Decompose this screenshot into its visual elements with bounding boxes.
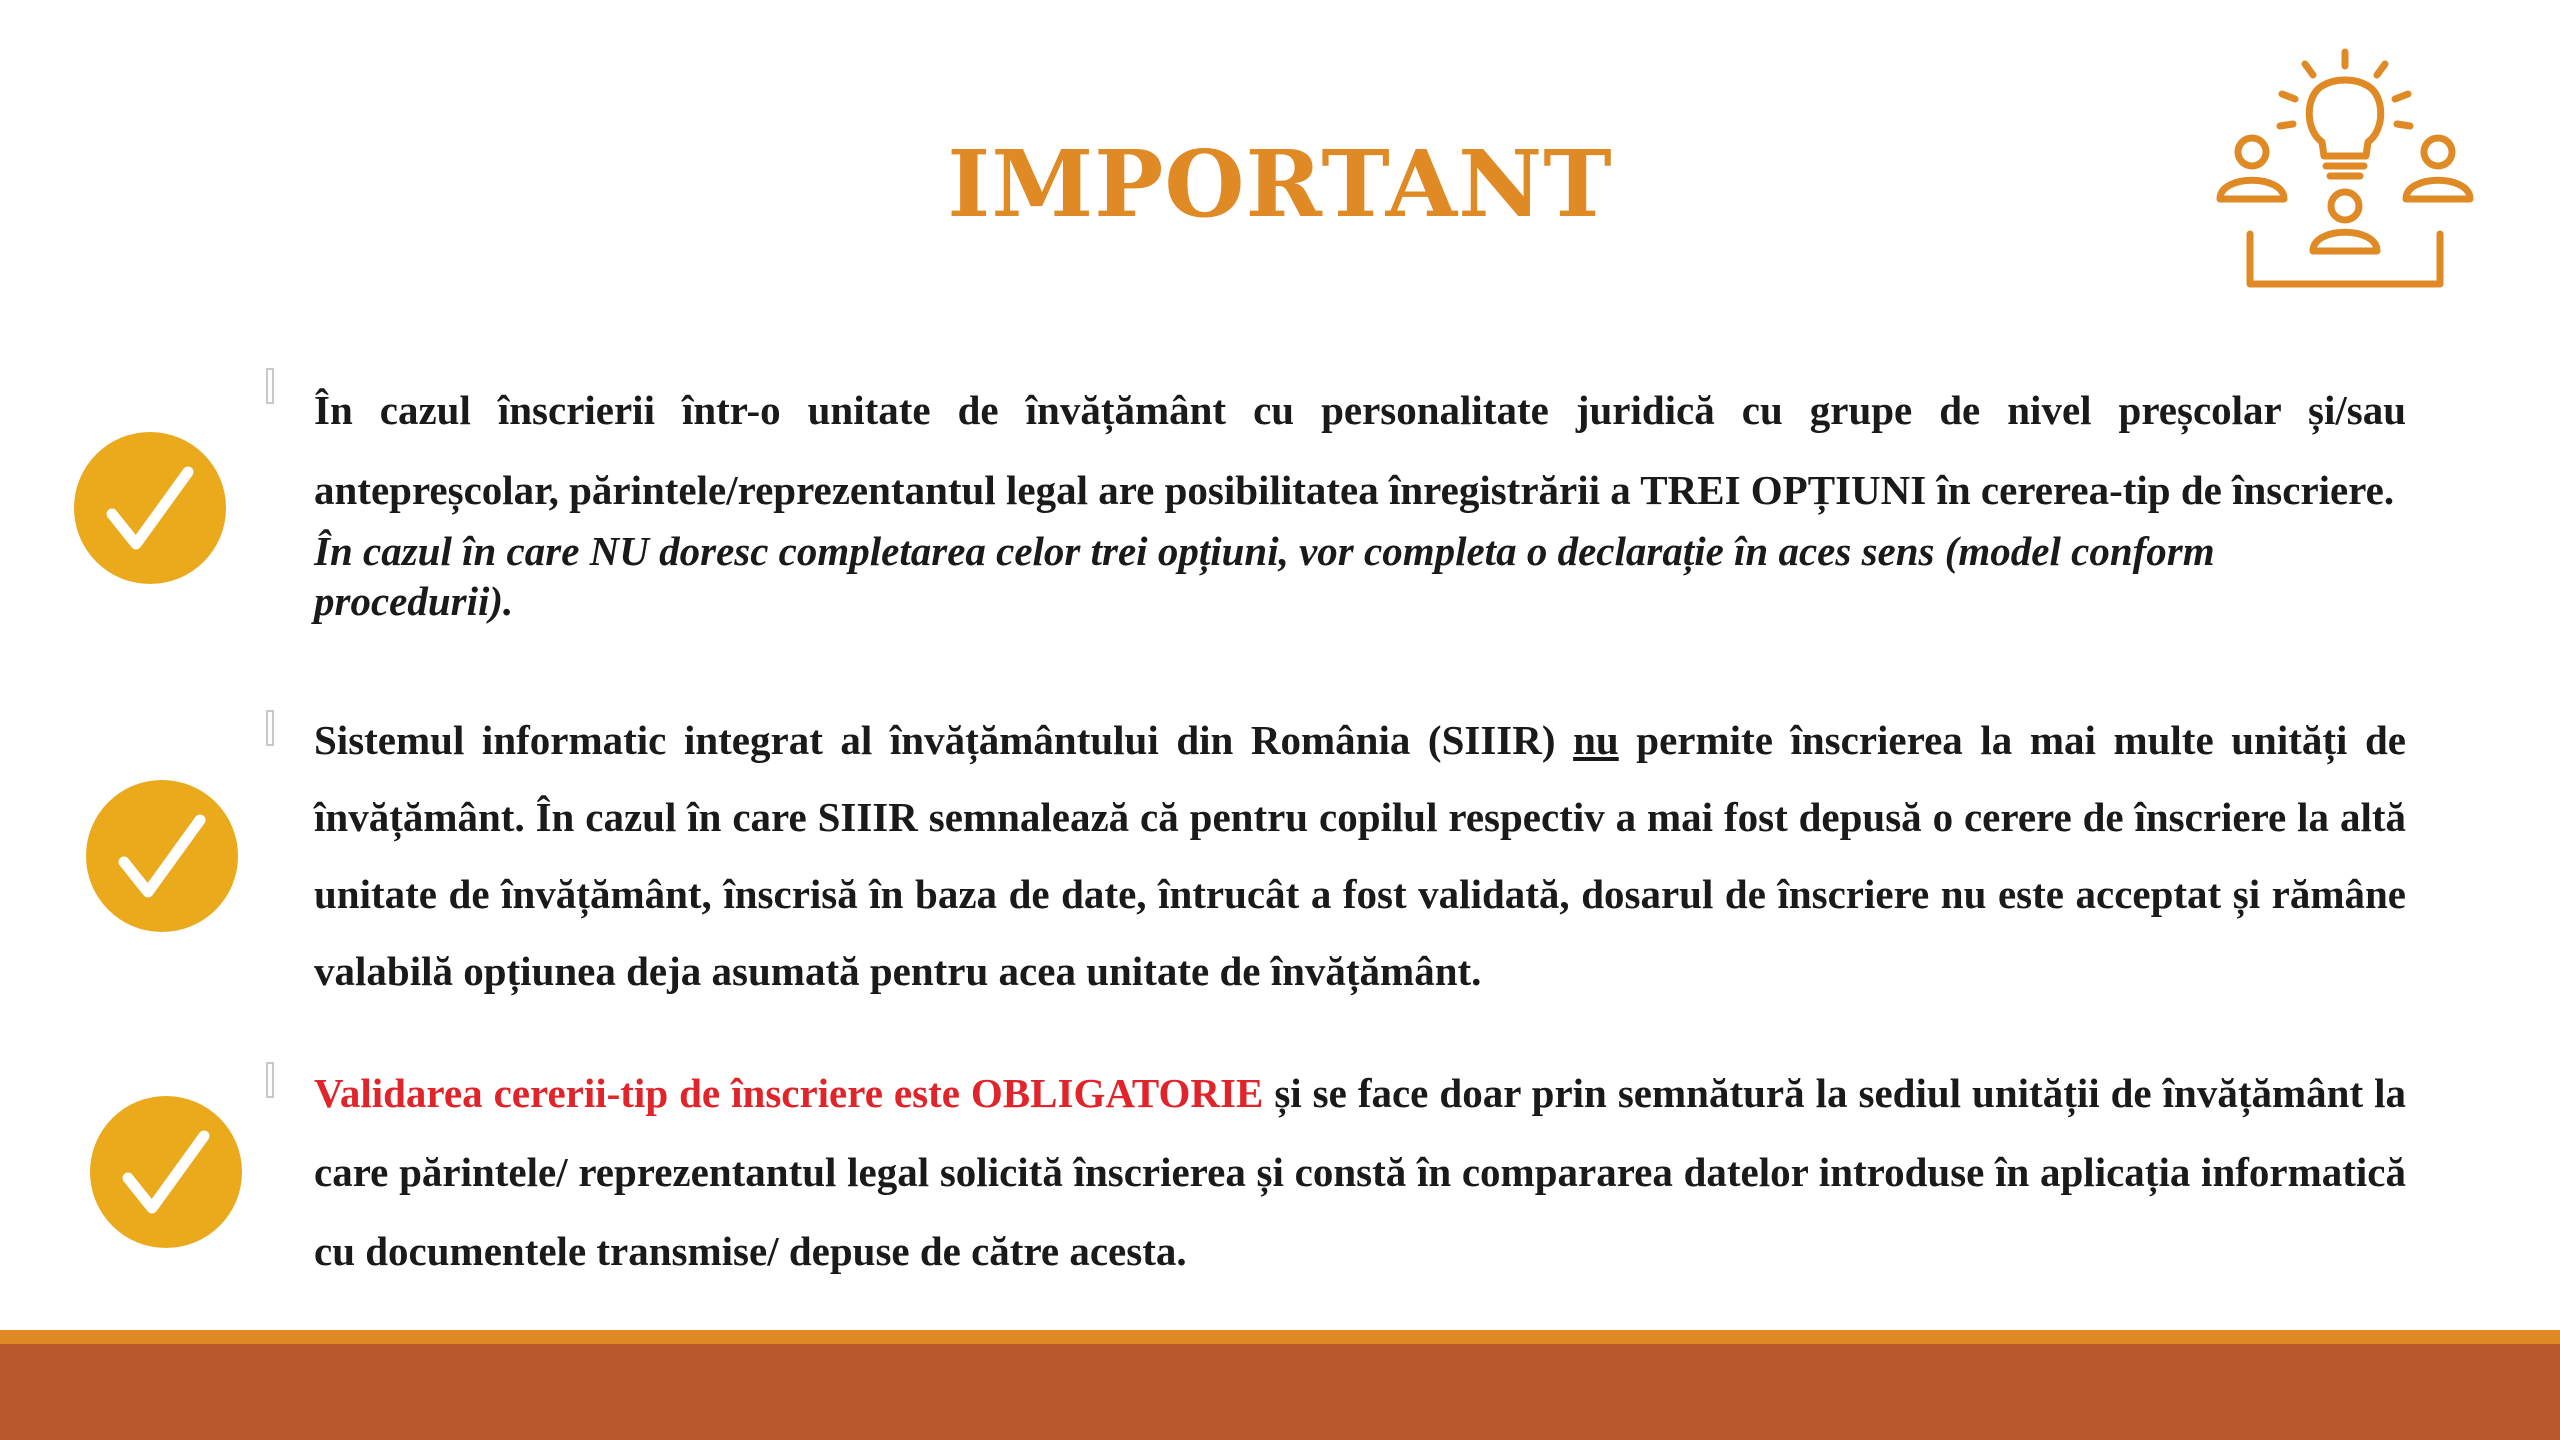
paragraph-3-highlight: Validarea cererii-tip de înscriere este OBLIGATORIE [314, 1070, 1264, 1116]
paragraph-1-text: În cazul înscrierii într-o unitate de învățământ cu personalitate juridică cu grupe de nivel preșcolar și/sau antepreșcolar, părintele/reprezentantul legal are posibilitatea înregistrării a TREI OPȚIUNI în cererea-tip de înscriere. [314, 387, 2406, 513]
paragraph-1-italic: În cazul în care NU doresc completarea celor trei opțiuni, vor completa o declarație în aces sens (model conform procedurii). [314, 528, 2215, 624]
bullet-marker [266, 1062, 274, 1098]
paragraph-2 [314, 702, 2406, 1010]
checkmark-circle-icon [74, 432, 226, 584]
paragraph-1 [314, 370, 2406, 530]
paragraph-3 [314, 1054, 2406, 1291]
paragraph-1-note [314, 526, 2406, 626]
paragraph-2-text-start: Sistemul informatic integrat al învățământului din România (SIIIR) [314, 717, 1574, 763]
paragraph-2-underlined-word: nu [1573, 717, 1619, 763]
paragraph-2-text-end: permite înscrierea la mai multe unități de învățământ. În cazul în care SIIIR semnalează că pentru copilul respectiv a mai fost depusă o cerere de înscriere la altă unitate de învățământ, înscrisă în baza de date, întrucât a fost validată, dosarul de înscriere nu este acceptat și rămâne valabilă opțiunea deja asumată pentru acea unitate de învățământ. [314, 717, 2406, 994]
checkmark-circle-icon [86, 780, 238, 932]
bullet-marker [266, 710, 274, 746]
bullet-marker [266, 368, 274, 404]
checkmark-circle-icon [90, 1096, 242, 1248]
footer-bar [0, 1344, 2560, 1440]
team-idea-lightbulb-icon [2210, 44, 2480, 294]
slide-title: IMPORTANT [947, 130, 1613, 238]
footer-accent-line [0, 1330, 2560, 1344]
paragraph-3-text: și se face doar prin semnătură la sediul unității de învățământ la care părintele/ reprezentantul legal solicită înscrierea și constă în compararea datelor introduse în aplicația informatică cu documentele transmise/ depuse de către acesta. [314, 1070, 2406, 1274]
